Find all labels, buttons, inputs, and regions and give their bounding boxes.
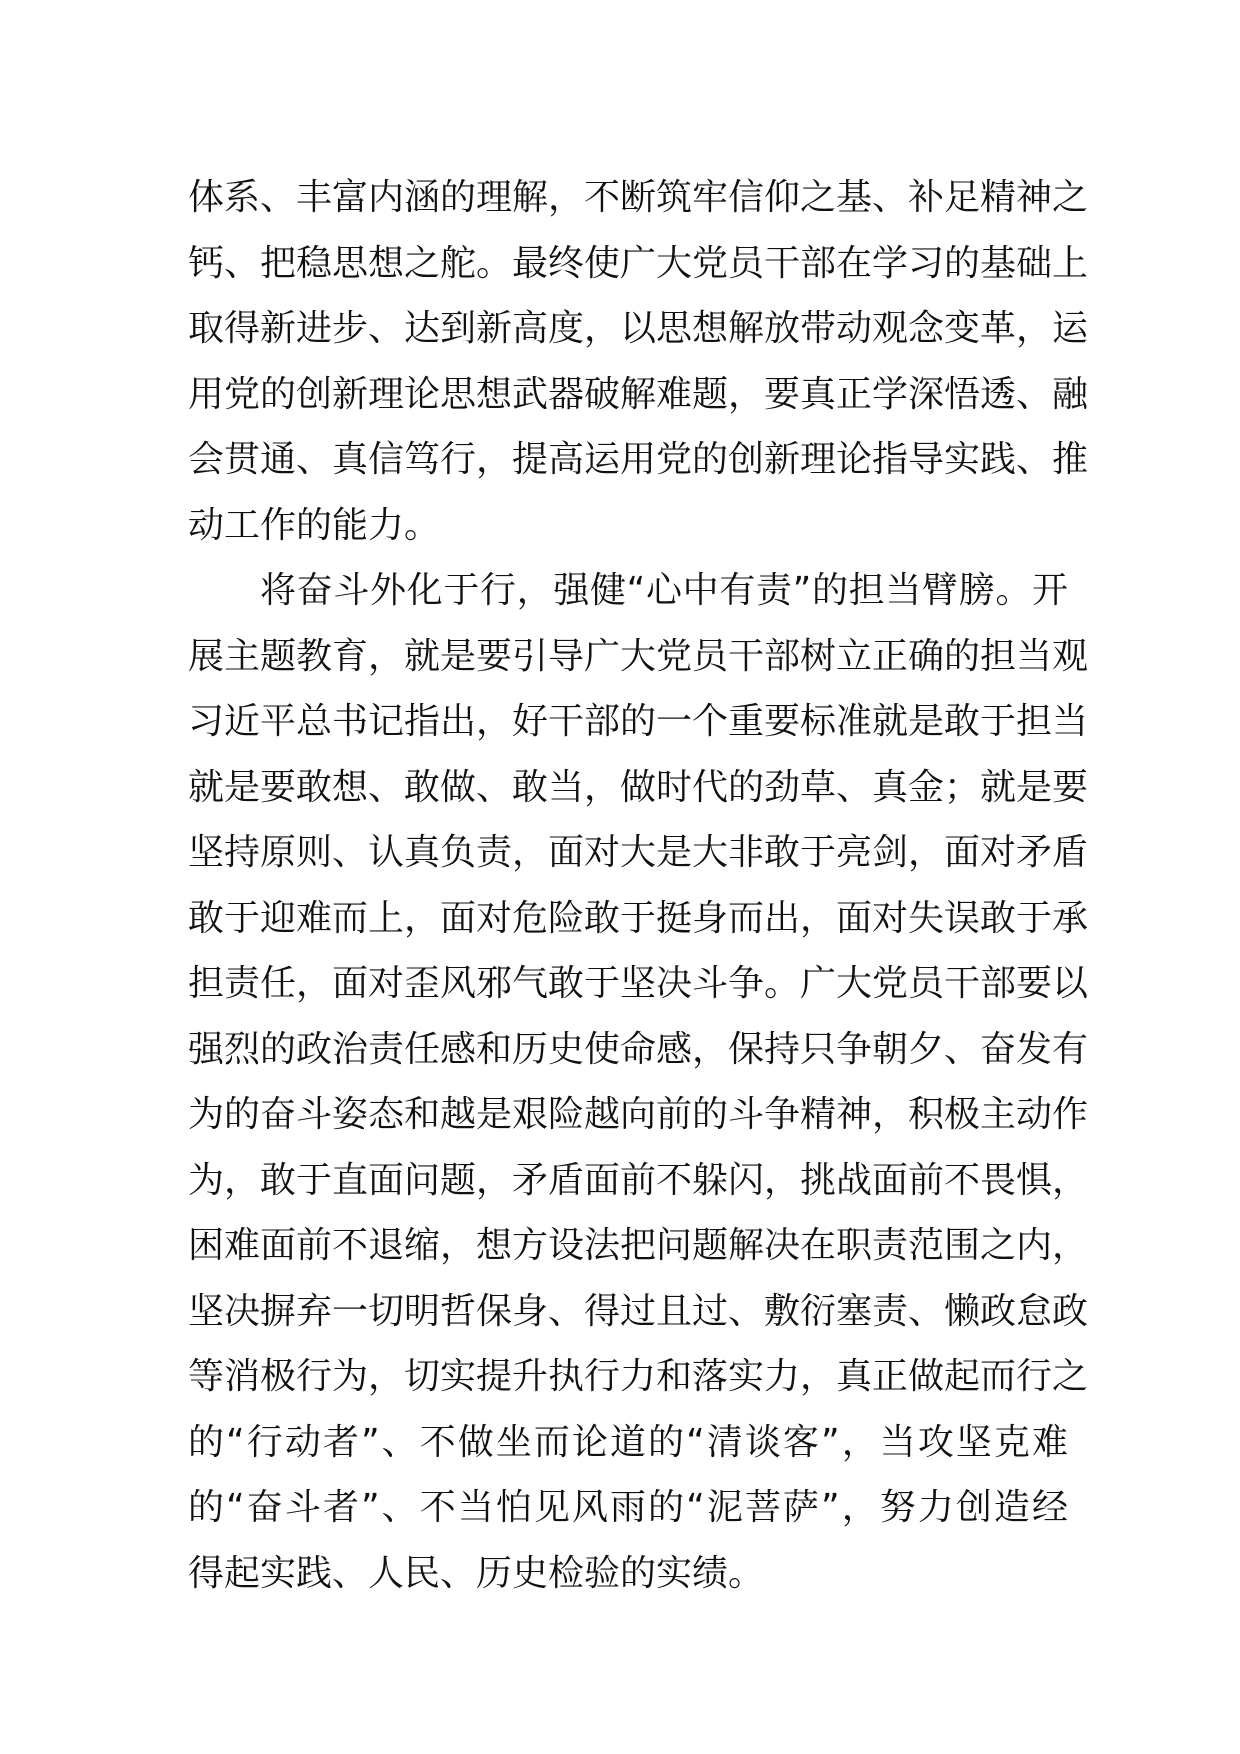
text-line: 坚持原则、认真负责，面对大是大非敢于亮剑，面对矛盾	[188, 832, 1089, 873]
text-line: 的“奋斗者”、不当怕见风雨的“泥菩萨”，努力创造经	[188, 1487, 1068, 1528]
text-line: 的“行动者”、不做坐而论道的“清谈客”，当攻坚克难	[188, 1421, 1068, 1463]
text-line: 得起实践、人民、历史检验的实绩。	[188, 1552, 765, 1594]
text-line: 强烈的政治责任感和历史使命感，保持只争朝夕、奋发有	[188, 1028, 1089, 1070]
text-line: 困难面前不退缩，想方设法把问题解决在职责范围之内，	[188, 1225, 1089, 1266]
body-text	[188, 165, 1089, 1606]
text-line: 为的奋斗姿态和越是艰险越向前的斗争精神，积极主动作	[188, 1094, 1089, 1135]
paragraph-2	[188, 558, 1089, 1606]
text-line: 习近平总书记指出，好干部的一个重要标准就是敢于担当	[188, 701, 1089, 742]
text-line: 钙、把稳思想之舵。最终使广大党员干部在学习的基础上	[188, 242, 1089, 284]
text-line: 担责任，面对歪风邪气敢于坚决斗争。广大党员干部要以	[188, 963, 1089, 1004]
text-line: 将奋斗外化于行，强健“心中有责”的担当臂膀。开	[260, 570, 1068, 611]
text-line: 敢于迎难而上，面对危险敢于挺身而出，面对失误敢于承	[188, 897, 1089, 939]
text-line: 就是要敢想、敢做、敢当，做时代的劲草、真金；就是要	[188, 766, 1089, 808]
text-line: 体系、丰富内涵的理解，不断筑牢信仰之基、补足精神之	[188, 177, 1089, 218]
text-line: 用党的创新理论思想武器破解难题，要真正学深悟透、融	[188, 373, 1089, 415]
text-line: 动工作的能力。	[188, 504, 441, 546]
text-line: 为，敢于直面问题，矛盾面前不躲闪，挑战面前不畏惧，	[188, 1159, 1089, 1201]
text-line: 展主题教育，就是要引导广大党员干部树立正确的担当观	[188, 635, 1089, 677]
text-line: 坚决摒弃一切明哲保身、得过且过、敷衍塞责、懒政怠政	[188, 1290, 1089, 1332]
text-line: 会贯通、真信笃行，提高运用党的创新理论指导实践、推	[188, 439, 1089, 480]
text-line: 等消极行为，切实提升执行力和落实力，真正做起而行之	[188, 1356, 1089, 1397]
paragraph-1	[188, 165, 1089, 558]
text-line: 取得新进步、达到新高度，以思想解放带动观念变革，运	[188, 308, 1089, 349]
